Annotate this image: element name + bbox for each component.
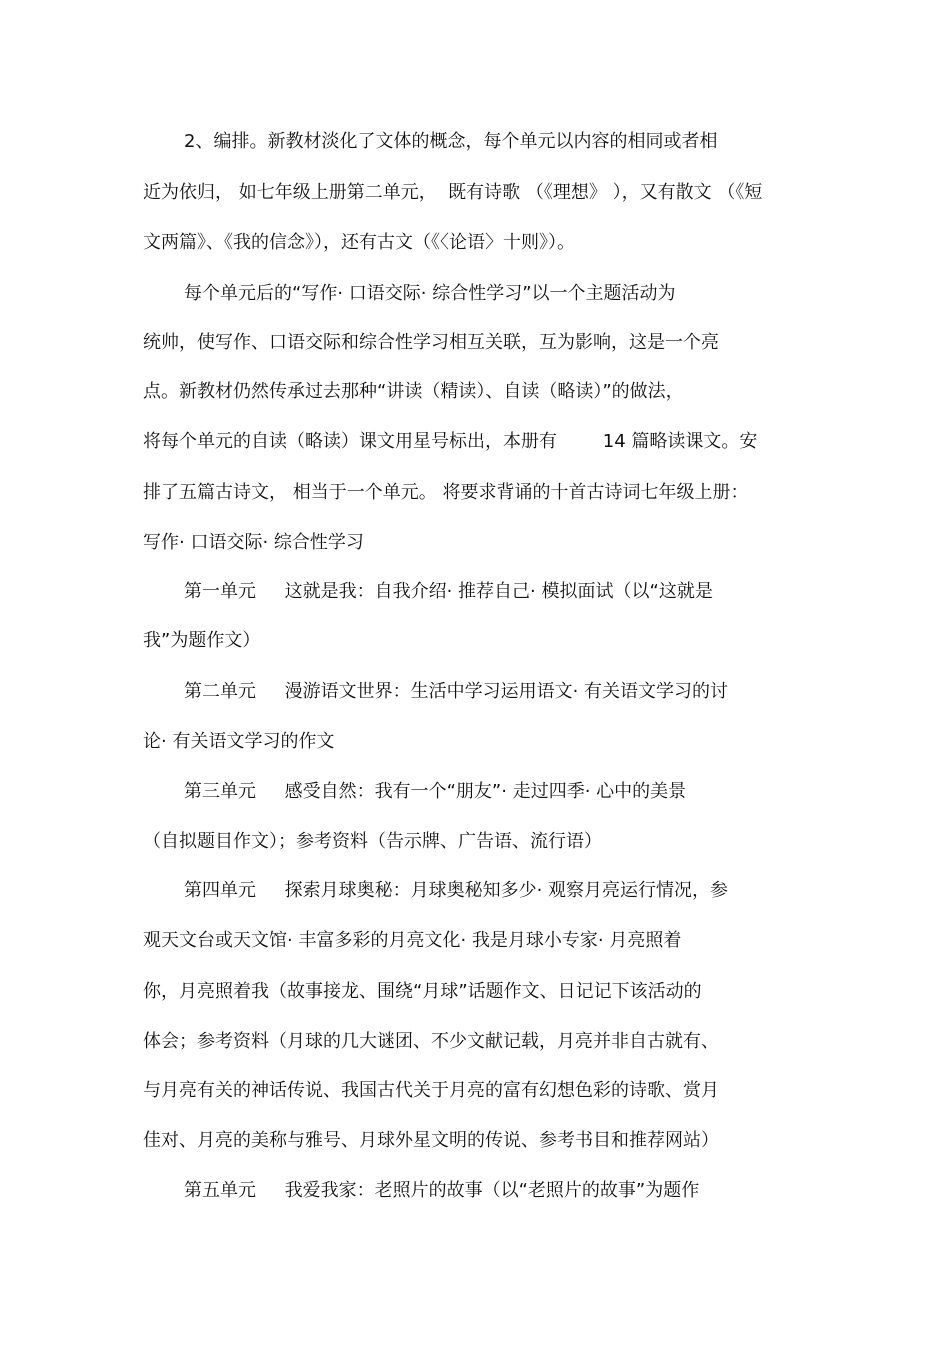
text-line: 第三单元 感受自然：我有一个“朋友”· 走过四季· 心中的美景 [184, 781, 687, 802]
text-line: 我”为题作文） [143, 630, 261, 651]
text-line: 体会；参考资料（月球的几大谜团、不少文献记载，月亮并非自古就有、 [143, 1031, 719, 1052]
text-line: 将每个单元的自读（略读）课文用星号标出，本册有 14 篇略读课文。安 [143, 431, 758, 452]
text-line: 第四单元 探索月球奥秘：月球奥秘知多少· 观察月亮运行情况，参 [184, 880, 729, 901]
text-line: 统帅，使写作、口语交际和综合性学习相互关联，互为影响，这是一个亮 [143, 332, 719, 353]
text-line: 论· 有关语文学习的作文 [143, 731, 335, 752]
text-line: 点。新教材仍然传承过去那种“讲读（精读）、自读（略读）”的做法， [143, 381, 684, 402]
text-line: 佳对、月亮的美称与雅号、月球外星文明的传说、参考书目和推荐网站） [143, 1130, 719, 1151]
text-line: 第一单元 这就是我：自我介绍· 推荐自己· 模拟面试（以“这就是 [184, 581, 713, 602]
text-line: 第二单元 漫游语文世界：生活中学习运用语文· 有关语文学习的讨 [184, 681, 729, 702]
text-line: 写作· 口语交际· 综合性学习 [143, 532, 364, 553]
text-line: 排了五篇古诗文， 相当于一个单元。 将要求背诵的十首古诗词七年级上册： [143, 482, 749, 503]
text-line: （自拟题目作文）；参考资料（告示牌、广告语、流行语） [143, 831, 602, 852]
text-line: 文两篇》、《我的信念》），还有古文（《〈论语〉十则》）。 [143, 232, 575, 253]
text-line: 每个单元后的“写作· 口语交际· 综合性学习”以一个主题活动为 [184, 283, 676, 304]
text-line: 第五单元 我爱我家：老照片的故事（以“老照片的故事”为题作 [184, 1180, 700, 1201]
text-line: 你，月亮照着我（故事接龙、围绕“月球”话题作文、日记记下该活动的 [143, 981, 702, 1002]
text-line: 观天文台或天文馆· 丰富多彩的月亮文化· 我是月球小专家· 月亮照着 [143, 930, 682, 951]
text-line: 2、编排。新教材淡化了文体的概念，每个单元以内容的相同或者相 [184, 131, 718, 152]
text-line: 与月亮有关的神话传说、我国古代关于月亮的富有幻想色彩的诗歌、赏月 [143, 1080, 719, 1101]
text-line: 近为依归， 如七年级上册第二单元， 既有诗歌 （《理想》 ），又有散文 （《短 [143, 182, 763, 203]
